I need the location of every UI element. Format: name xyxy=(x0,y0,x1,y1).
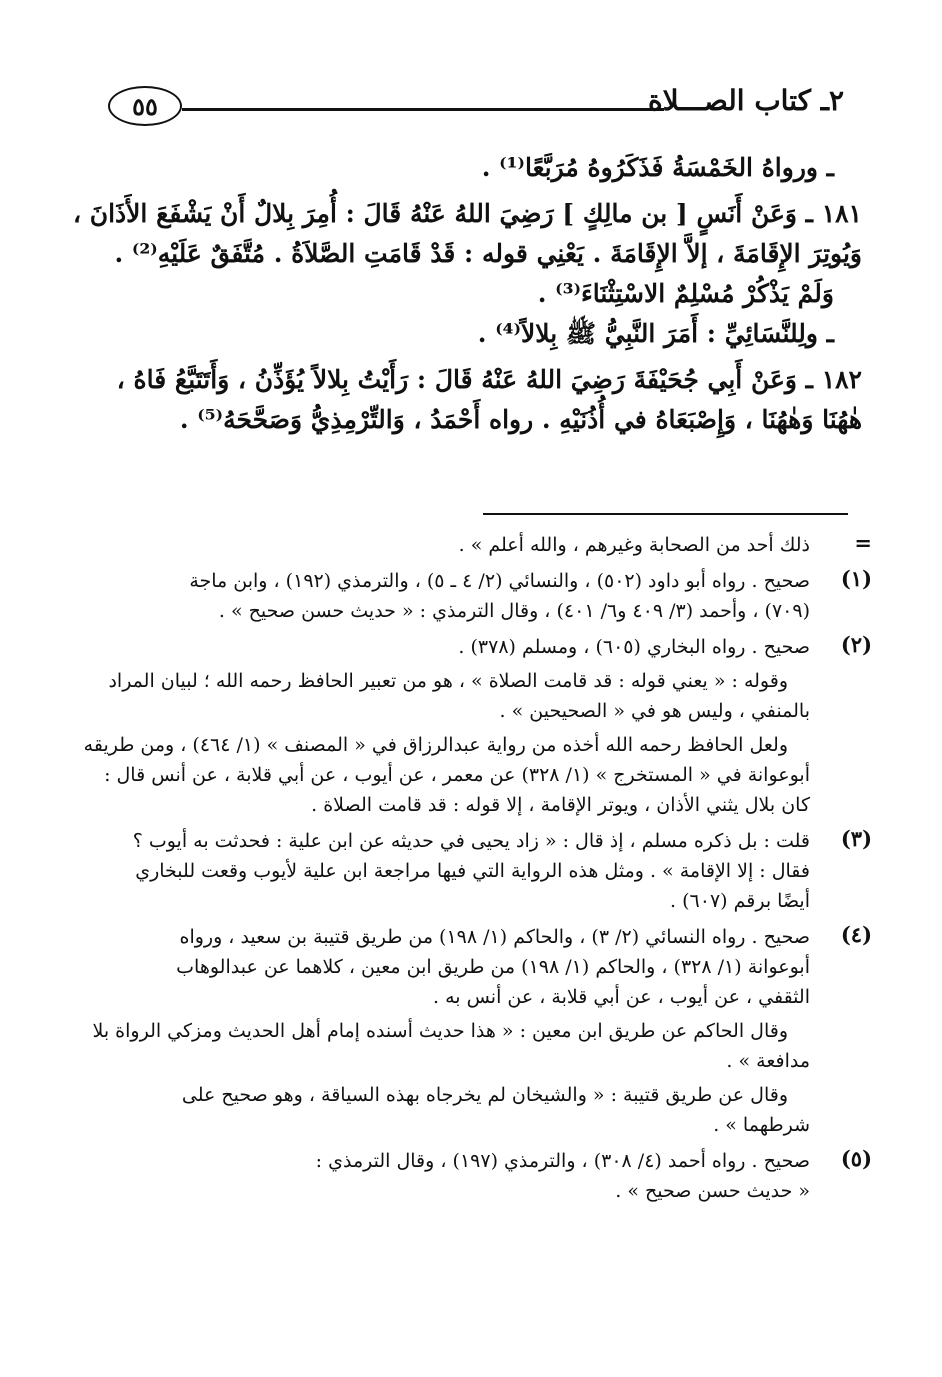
footnote-line: صحيح . رواه البخاري (٦٠٥) ، ومسلم (٣٧٨) . xyxy=(458,636,810,658)
footnote-line: كان بلال يثني الأذان ، ويوتر الإقامة ، إلا قوله : قد قامت الصلاة . xyxy=(311,794,810,816)
footnote-4 xyxy=(92,922,872,1140)
footnote-mark: (٥) xyxy=(840,1146,872,1171)
footnote-line: (٧٠٩) ، وأحمد (٣/ ٤٠٩ و٦/ ٤٠١) ، وقال الترمذي : « حديث حسن صحيح » . xyxy=(218,600,810,622)
main-line: هٰهُنَا وَهٰهُنَا ، وَإِصْبَعَاهُ في أُذُنَيْهِ . رواه أَحْمَدُ ، وَالتِّرْمِذِيُّ وَصَحَّحَهُ⁽⁵⁾ . xyxy=(179,405,862,434)
footnote-line: شرطهما » . xyxy=(713,1114,810,1136)
page-number-oval xyxy=(108,86,182,126)
footnote-line: صحيح . رواه أحمد (٤/ ٣٠٨) ، والترمذي (١٩٧) ، وقال الترمذي : xyxy=(315,1150,810,1172)
footnote-line: أيضًا برقم (٦٠٧) . xyxy=(670,890,810,912)
footnote-line: وقوله : « يعني قوله : قد قامت الصلاة » ، هو من تعبير الحافظ رحمه الله ؛ لبيان المراد xyxy=(108,670,788,692)
footnote-mark: (٢) xyxy=(840,632,872,657)
footnote-line: صحيح . رواه أبو داود (٥٠٢) ، والنسائي (٢/ ٤ ـ ٥) ، والترمذي (١٩٢) ، وابن ماجة xyxy=(189,570,810,592)
footnote-line: أبوعوانة (١/ ٣٢٨) ، والحاكم (١/ ١٩٨) من طريق ابن معين ، كلاهما عن عبدالوهاب xyxy=(176,956,810,978)
chapter-title: ٢ـ كتاب الصـــلاة xyxy=(648,84,844,117)
footnote-line: « حديث حسن صحيح » . xyxy=(615,1180,810,1202)
footnote-mark: (١) xyxy=(840,566,872,591)
footnotes xyxy=(83,530,872,1212)
hadith-181-line: ١٨١ ـ وَعَنْ أَنَسٍ [ بن مالِكٍ ] رَضِيَ اللهُ عَنْهُ قَالَ : أُمِرَ بِلالٌ أَنْ يَشْفَعَ الأَذَانَ ، xyxy=(72,199,862,228)
footnote-line: فقال : إلا الإقامة » . ومثل هذه الرواية التي فيها مراجعة ابن علية لأيوب وقعت للبخاري xyxy=(135,860,810,882)
footnote-separator xyxy=(483,513,848,515)
footnote-line: الثقفي ، عن أيوب ، عن أبي قلابة ، عن أنس به . xyxy=(432,986,810,1008)
footnote-line: أبوعوانة في « المستخرج » (١/ ٣٢٨) عن معمر ، عن أيوب ، عن أبي قلابة ، عن أنس قال : xyxy=(104,764,810,786)
footnote-line: وقال الحاكم عن طريق ابن معين : « هذا حديث أسنده إمام أهل الحديث ومزكي الرواة بلا xyxy=(92,1020,788,1042)
footnote-mark: (٤) xyxy=(840,922,872,947)
main-line: وَلَمْ يَذْكُرْ مُسْلِمٌ الاسْتِثْنَاءَ⁽³⁾ . xyxy=(537,279,834,308)
footnote-5 xyxy=(110,1146,872,1206)
hadith-text xyxy=(72,148,862,440)
footnote-1 xyxy=(110,566,872,626)
footnote-line: صحيح . رواه النسائي (٢/ ٣) ، والحاكم (١/ ١٩٨) من طريق قتيبة بن سعيد ، ورواه xyxy=(179,926,810,948)
footnote-line: ذلك أحد من الصحابة وغيرهم ، والله أعلم » . xyxy=(458,534,810,556)
page-number: ٥٥ xyxy=(132,91,158,121)
footnote-line: ولعل الحافظ رحمه الله أخذه من رواية عبدالرزاق في « المصنف » (١/ ٤٦٤) ، ومن طريقه xyxy=(83,734,788,756)
footnote-mark: = xyxy=(854,530,872,555)
main-line: وَيُوتِرَ الإِقَامَةَ ، إلاَّ الإِقَامَةَ . يَعْنِي قوله : قَدْ قَامَتِ الصَّلاَةُ . مُتَّفَقٌ عَلَيْهِ⁽²⁾ . xyxy=(114,239,862,268)
footnote-line: قلت : بل ذكره مسلم ، إذ قال : « زاد يحيى في حديثه عن ابن علية : فحدثت به أيوب ؟ xyxy=(132,830,810,852)
footnote-line: وقال عن طريق قتيبة : « والشيخان لم يخرجاه بهذه السياقة ، وهو صحيح على xyxy=(181,1084,788,1106)
footnote-mark: (٣) xyxy=(840,826,872,851)
footnote-continuation xyxy=(110,530,872,560)
footnote-line: بالمنفي ، وليس هو في « الصحيحين » . xyxy=(499,700,810,722)
main-line: ـ ورواهُ الخَمْسَةُ فَذَكَرُوهُ مُرَبَّعًا⁽¹⁾ . xyxy=(481,153,834,182)
footnote-2 xyxy=(83,632,872,820)
hadith-182-line: ١٨٢ ـ وَعَنْ أَبِي جُحَيْفَةَ رَضِيَ اللهُ عَنْهُ قَالَ : رَأَيْتُ بِلالاً يُؤَذِّنُ ، وَأَتَتَبَّعُ فَاهُ ، xyxy=(116,365,862,394)
header-rule xyxy=(182,108,664,111)
page-header xyxy=(108,84,844,134)
main-line: ـ ولِلنَّسَائِيِّ : أَمَرَ النَّبِيُّ ﷺ بِلالاً⁽⁴⁾ . xyxy=(477,319,834,348)
footnote-3 xyxy=(110,826,872,916)
footnote-line: مدافعة » . xyxy=(726,1050,810,1072)
